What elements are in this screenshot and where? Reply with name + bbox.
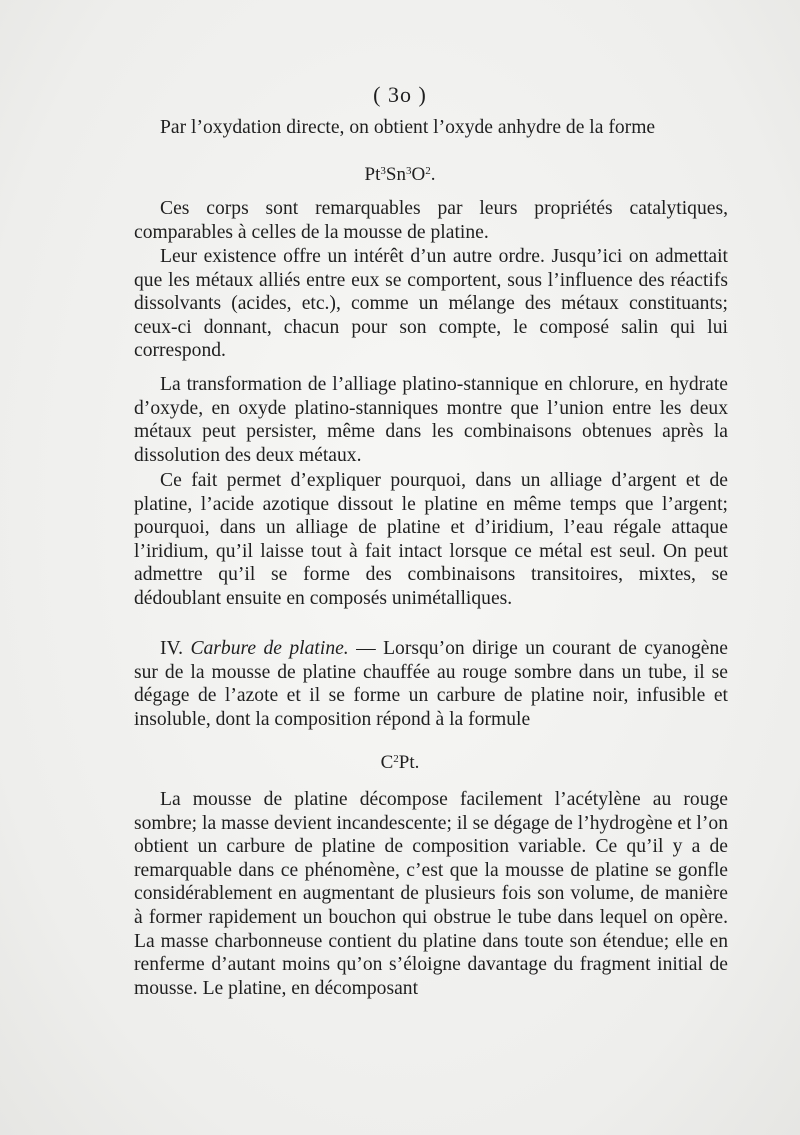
- page-number: ( 3o ): [373, 82, 427, 107]
- paragraph-argent-platine: Ce fait permet d’expliquer pourquoi, dans un alliage d’argent et de platine, l’acide azotique dissout le platine en même temps que l’argent; pourquoi, dans un alliage de platine et d’iridium, l’eau régale attaque l’iridium, qu’il laisse tout à fait intact lorsque ce métal est seul. On peut admettre qu’il se forme des combinaisons transitoires, mixtes, se dédoublant ensuite en composés unimétalliques.: [134, 470, 728, 609]
- section-title: Carbure de platine.: [190, 638, 349, 659]
- paragraph-acetylene: La mousse de platine décompose facilement l’acétylène au rouge sombre; la masse devient incandescente; il se dégage de l’hydrogène et l’on obtient un carbure de platine de composition variable. Ce qu’il y a de remarquable dans ce phénomène, c’est que la mousse de platine se gonfle considérablement en augmentant de plusieurs fois son volume, de manière à former rapidement un bouchon qui obstrue le tube dans lequel on opère. La masse charbonneuse contient du platine dans toute son étendue; elle en renferme d’autant moins qu’on s’éloigne davantage du fragment initial de mousse. Le platine, en décomposant: [134, 789, 728, 999]
- paragraph-carbure: [134, 637, 728, 731]
- paragraph-transformation: La transformation de l’alliage platino-stannique en chlorure, en hydrate d’oxyde, en oxyde platino-stanniques montre que l’union entre les deux métaux peut persister, même dans les combinaisons obtenues après la dissolution des deux métaux.: [134, 374, 728, 466]
- section-text: — Lorsqu’on dirige un courant de cyanogène sur de la mousse de platine chauffée au rouge sombre dans un tube, il se dégage de l’azote et il se forme un carbure de platine noir, infusible et insoluble, dont la composition répond à la formule: [134, 638, 728, 730]
- paragraph-interet: Leur existence offre un intérêt d’un autre ordre. Jusqu’ici on admettait que les métaux alliés entre eux se comportent, sous l’influence des réactifs dissolvants (acides, etc.), comme un mélange des métaux constituants; ceux-ci donnant, chacun pour son compte, le composé salin qui lui correspond.: [134, 246, 728, 362]
- formula-pt2sn3o3: $Pt^3Sn^3O^2$.: [364, 164, 436, 185]
- section-number: IV.: [160, 638, 184, 659]
- paragraph-oxydation: Par l’oxydation directe, on obtient l’oxyde anhydre de la forme: [160, 117, 656, 138]
- paragraph-catalytiques: Ces corps sont remarquables par leurs propriétés catalytiques, comparables à celles de la mousse de platine.: [134, 198, 728, 243]
- formula-c2pt: $C^2Pt$.: [380, 752, 420, 773]
